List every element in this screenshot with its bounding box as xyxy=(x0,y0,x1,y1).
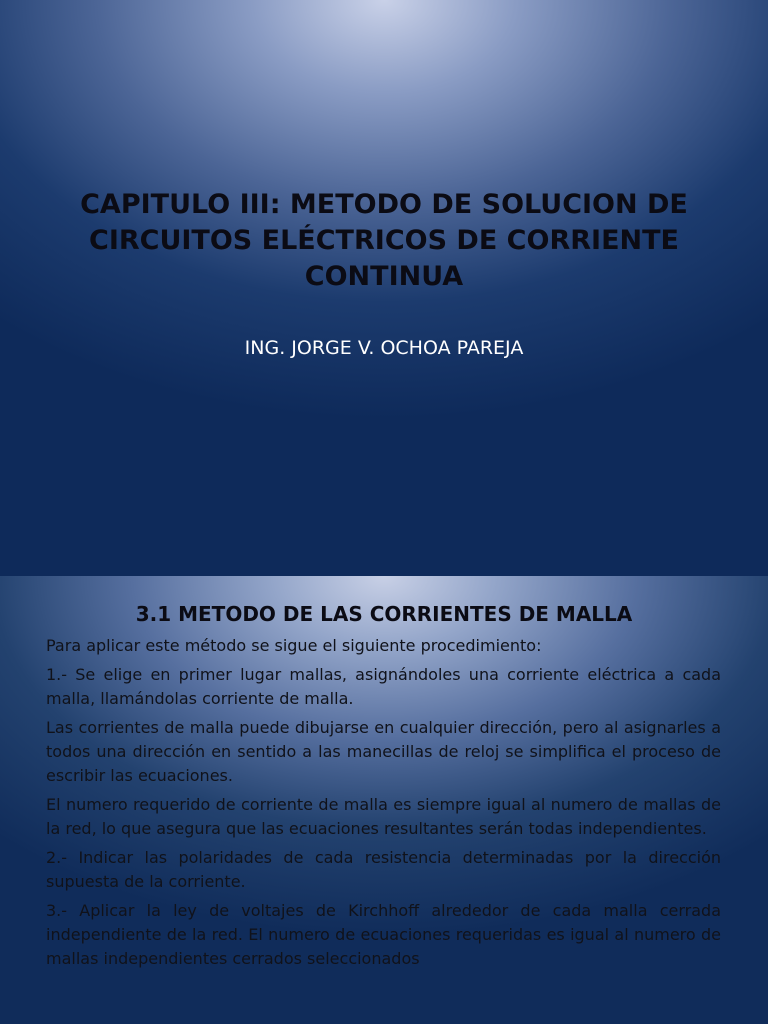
section-body xyxy=(46,634,721,976)
paragraph-step-2: 2.- Indicar las polaridades de cada resistencia determinadas por la dirección supuesta de la corriente. xyxy=(46,848,721,891)
paragraph-step-1: 1.- Se elige en primer lugar mallas, asignándoles una corriente eléctrica a cada malla, llamándolas corriente de malla. xyxy=(46,665,721,708)
slide-title: CAPITULO III: METODO DE SOLUCION DE CIRCUITOS ELÉCTRICOS DE CORRIENTE CONTINUA xyxy=(80,189,688,292)
paragraph-direction: Las corrientes de malla puede dibujarse en cualquier dirección, pero al asignarles a todos una dirección en sentido a las manecillas de reloj se simplifica el proceso de escribir las ecuaciones. xyxy=(46,718,721,785)
paragraph-step-3: 3.- Aplicar la ley de voltajes de Kirchhoff alrededor de cada malla cerrada independiente de la red. El numero de ecuaciones requeridas es igual al numero de mallas independientes cerrados seleccionados xyxy=(46,901,721,968)
content-slide xyxy=(0,576,768,1024)
paragraph-intro: Para aplicar este método se sigue el siguiente procedimiento: xyxy=(46,636,542,655)
section-title: 3.1 METODO DE LAS CORRIENTES DE MALLA xyxy=(135,602,633,626)
slide-author: ING. JORGE V. OCHOA PAREJA xyxy=(244,337,524,359)
paragraph-count: El numero requerido de corriente de malla es siempre igual al numero de mallas de la red, lo que asegura que las ecuaciones resultantes serán todas independientes. xyxy=(46,795,721,838)
